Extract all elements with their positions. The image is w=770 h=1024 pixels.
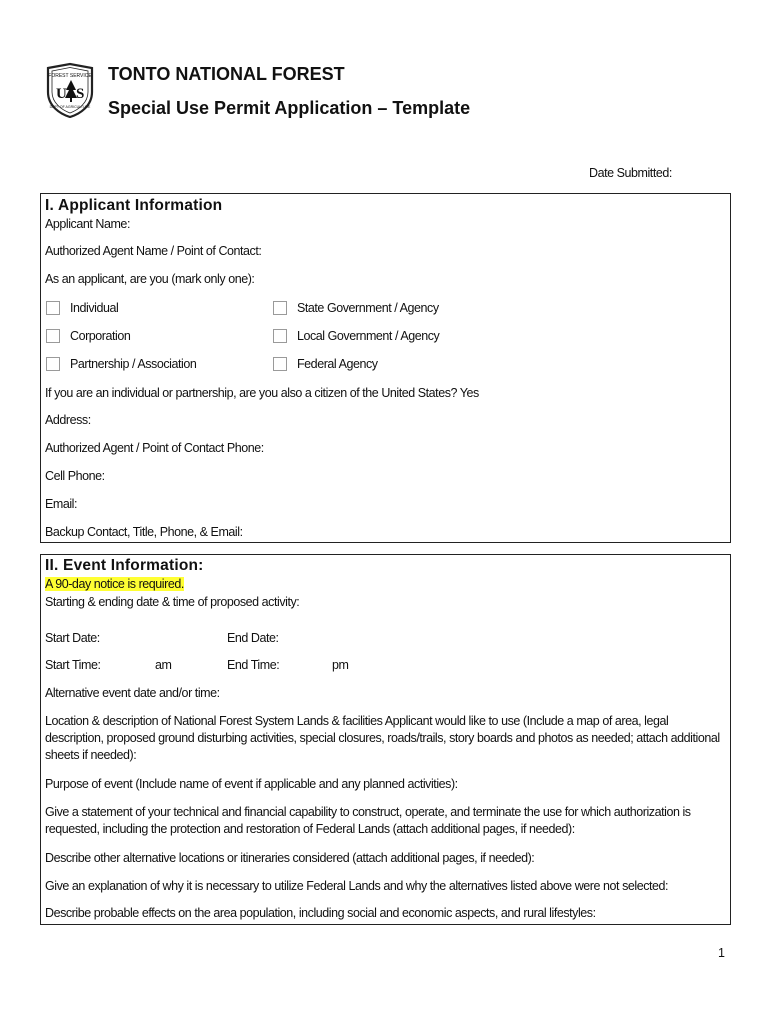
notice-text: A 90-day notice is required. (45, 577, 184, 591)
date-submitted-label: Date Submitted: (589, 166, 672, 180)
forest-title: TONTO NATIONAL FOREST (108, 64, 345, 84)
pm-label: pm (332, 658, 349, 672)
section-2-title: II. Event Information: (45, 557, 204, 574)
individual-checkbox[interactable] (46, 301, 60, 315)
corporation-checkbox[interactable] (46, 329, 60, 343)
alt-date-label: Alternative event date and/or time: (45, 686, 220, 700)
corporation-label: Corporation (70, 329, 131, 343)
partnership-checkbox[interactable] (46, 357, 60, 371)
cell-phone-label: Cell Phone: (45, 469, 105, 483)
partnership-label: Partnership / Association (70, 357, 197, 371)
svg-text:S: S (76, 86, 85, 102)
applicant-name-label: Applicant Name: (45, 217, 130, 231)
state-government-checkbox[interactable] (273, 301, 287, 315)
citizen-question: If you are an individual or partnership, are you also a citizen of the United States? Yes (45, 386, 479, 400)
explanation-label: Give an explanation of why it is necessary to utilize Federal Lands and why the alternatives listed above were not selected: (45, 879, 669, 893)
capability-statement-label: Give a statement of your technical and financial capability to construct, operate, and terminate the use for which authorization is requested, including the protection and restoration of Federal Lands (attach additional pages, if needed): (45, 805, 691, 836)
start-time-label: Start Time: (45, 658, 101, 672)
svg-text:DEPT OF AGRICULTURE: DEPT OF AGRICULTURE (49, 105, 91, 109)
section-1-title: I. Applicant Information (45, 197, 223, 214)
end-date-label: End Date: (227, 631, 279, 645)
end-time-label: End Time: (227, 658, 280, 672)
purpose-label: Purpose of event (Include name of event if applicable and any planned activities): (45, 777, 458, 791)
effects-label: Describe probable effects on the area population, including social and economic aspects, and rural lifestyles: (45, 906, 596, 920)
local-government-label: Local Government / Agency (297, 329, 440, 343)
svg-text:FOREST SERVICE: FOREST SERVICE (48, 73, 92, 79)
address-label: Address: (45, 413, 91, 427)
forest-service-shield-logo (44, 62, 96, 118)
federal-agency-label: Federal Agency (297, 357, 378, 371)
start-date-label: Start Date: (45, 631, 100, 645)
email-label: Email: (45, 497, 78, 511)
individual-label: Individual (70, 301, 119, 315)
backup-contact-label: Backup Contact, Title, Phone, & Email: (45, 525, 243, 539)
agent-name-label: Authorized Agent Name / Point of Contact: (45, 244, 262, 258)
alternatives-label: Describe other alternative locations or itineraries considered (attach additional pages, if needed): (45, 851, 535, 865)
svg-text:U: U (56, 86, 67, 102)
dates-prompt: Starting & ending date & time of proposed activity: (45, 595, 300, 609)
state-government-label: State Government / Agency (297, 301, 439, 315)
page-number: 1 (718, 946, 725, 960)
form-title: Special Use Permit Application – Template (108, 98, 471, 118)
agent-phone-label: Authorized Agent / Point of Contact Phone: (45, 441, 264, 455)
notice-highlight (45, 576, 184, 593)
am-label: am (155, 658, 172, 672)
federal-agency-checkbox[interactable] (273, 357, 287, 371)
location-description-label: Location & description of National Forest System Lands & facilities Applicant would like to use (Include a map of area, legal description, proposed ground disturbing activities, special closures, roads/trails, story boards and photos as needed; attach additional sheets if needed): (45, 714, 720, 762)
local-government-checkbox[interactable] (273, 329, 287, 343)
applicant-type-prompt: As an applicant, are you (mark only one): (45, 272, 255, 286)
